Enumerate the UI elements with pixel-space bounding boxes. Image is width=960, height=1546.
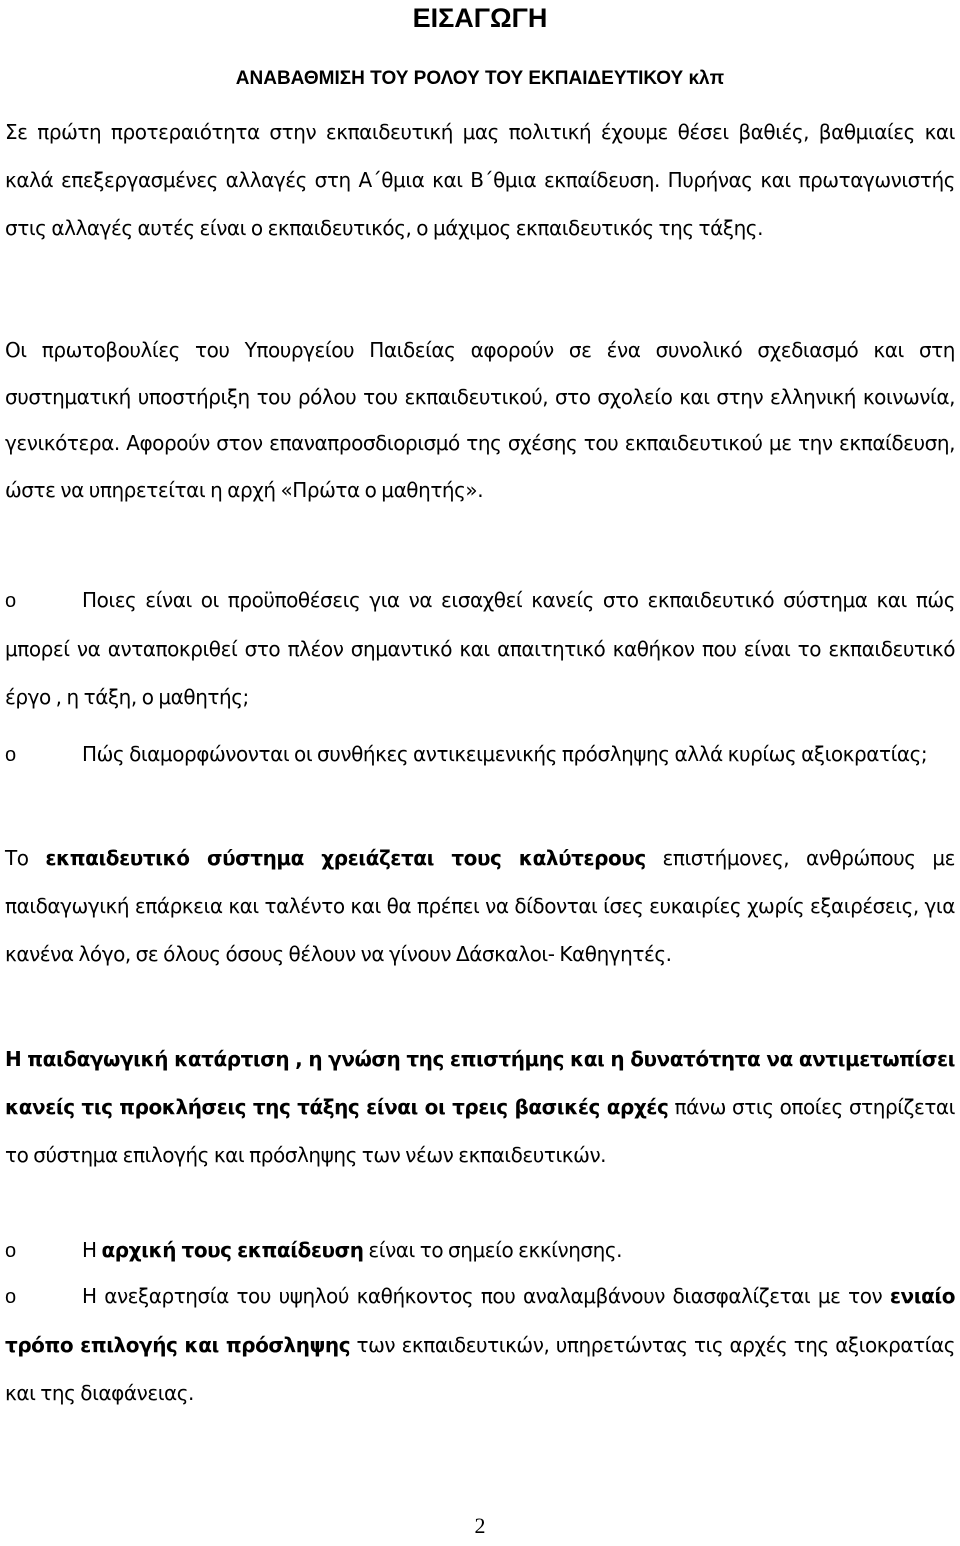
paragraph-rest: επιστήμονες, ανθρώπους με παιδαγωγική επάρκεια και ταλέντο και θα πρέπει να δίδονται ίσες ευκαιρίες χωρίς εξαιρέσεις, για κανένα λόγο, σε όλους όσους θέλουν να γίνουν Δάσκαλοι- Καθηγητές. (5, 846, 955, 966)
list-item-rest: είναι το σημείο εκκίνησης. (363, 1238, 623, 1262)
paragraph-intro: Σε πρώτη προτεραιότητα στην εκπαιδευτική μας πολιτική έχουμε θέσει βαθιές, βαθμιαίες και καλά επεξεργασμένες αλλαγές στη Α΄θμια και Β΄θμια εκπαίδευση. Πυρήνας και πρωταγωνιστής στις αλλαγές αυτές είναι ο εκπαιδευτικός, ο μάχιμος εκπαιδευτικός της τάξης. (5, 120, 955, 240)
bullet-marker: o (5, 744, 16, 766)
list-item-rest: των εκπαιδευτικών, υπηρετώντας τις αρχές της αξιοκρατίας και της διαφάνειας. (5, 1333, 956, 1405)
paragraph-rest: πάνω στις οποίες στηρίζεται το σύστημα επιλογής και πρόσληψης των νέων εκπαιδευτικών. (5, 1095, 955, 1167)
paragraph-initiatives: Οι πρωτοβουλίες του Υπουργείου Παιδείας αφορούν σε ένα συνολικό σχεδιασμό και στη συστηματική υποστήριξη του ρόλου του εκπαιδευτικού, στο σχολείο και στην ελληνική κοινωνία, γενικότερα. Αφορούν στον επαναπροσδιορισμό της σχέσης του εκπαιδευτικού με την εκπαίδευση, ώστε να υπηρετείται η αρχή «Πρώτα ο μαθητής». (5, 338, 955, 502)
paragraph-best-scientists (5, 834, 955, 978)
list-item (5, 730, 955, 779)
bullet-marker: o (5, 590, 16, 612)
list-item (5, 1272, 955, 1417)
paragraph-emphasis: εκπαιδευτικό σύστημα χρειάζεται τους καλύτερους (45, 846, 646, 870)
list-item-lead: Η ανεξαρτησία του υψηλού καθήκοντος που αναλαμβάνουν διασφαλίζεται με τον (82, 1284, 890, 1308)
list-item (5, 576, 955, 721)
paragraph-lead: Το (5, 846, 46, 870)
list-item-lead: Η (82, 1238, 102, 1262)
list-item-emphasis: αρχική τους εκπαίδευση (101, 1238, 364, 1262)
page-number: 2 (474, 1513, 486, 1538)
paragraph-emphasis: Η παιδαγωγική κατάρτιση , η γνώση της επιστήμης και η δυνατότητα να αντιμετωπίσει κανείς τις προκλήσεις της τάξης είναι οι τρεις βασικές αρχές (5, 1047, 955, 1119)
document-title: ΕΙΣΑΓΩΓΗ (412, 3, 548, 33)
bullet-marker: o (5, 1286, 16, 1308)
list-item-text: Πώς διαμορφώνονται οι συνθήκες αντικειμενικής πρόσληψης αλλά κυρίως αξιοκρατίας; (82, 742, 928, 766)
list-item-emphasis: ενιαίο τρόπο επιλογής και πρόσληψης (5, 1284, 955, 1357)
paragraph-principles (5, 1035, 955, 1179)
list-item (5, 1226, 955, 1275)
bullet-marker: o (5, 1240, 16, 1262)
document-subtitle: ΑΝΑΒΑΘΜΙΣΗ ΤΟΥ ΡΟΛΟΥ ΤΟΥ ΕΚΠΑΙΔΕΥΤΙΚΟΥ κλπ (235, 68, 725, 89)
list-item-text: Ποιες είναι οι προϋποθέσεις για να εισαχθεί κανείς στο εκπαιδευτικό σύστημα και πώς μπορεί να ανταποκριθεί στο πλέον σημαντικό και απαιτητικό καθήκον που είναι το εκπαιδευτικό έργο , η τάξη, ο μαθητής; (5, 588, 955, 709)
